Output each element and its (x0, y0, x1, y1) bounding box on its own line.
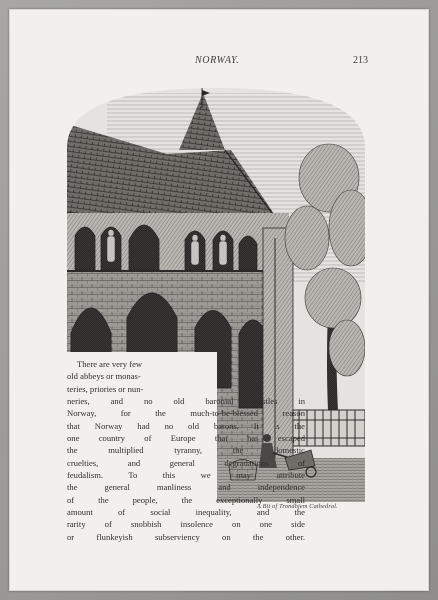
text-line: that Norway had no old barons. It is the (67, 420, 305, 431)
text-line: the multiplied tyranny, the domestic (67, 445, 305, 456)
body-text (67, 358, 305, 543)
illustration-caption: A Bit of Trondhjem Cathedral. (257, 503, 338, 510)
text-line: the general manliness and independence (67, 482, 305, 493)
text-line: one country of Europe that has escaped (67, 433, 305, 444)
text-line: There are very few (77, 359, 143, 369)
text-line: amount of social inequality, and the (67, 507, 305, 518)
page-number: 213 (353, 55, 368, 66)
text-line: of the people, the exceptionally small (67, 494, 305, 505)
running-head: NORWAY. (195, 55, 240, 66)
text-line: Norway, for the much-to-be-blessed reason (67, 408, 305, 419)
text-line: rarity of snobbish insolence on one side (67, 519, 305, 530)
text-line: teries, priories or nun- (67, 383, 144, 394)
text-line: or flunkeyish subserviency on the other. (67, 531, 305, 542)
book-page (9, 9, 429, 591)
text-line: neries, and no old baronial castles in (67, 396, 305, 407)
text-line: feudalism. To this we may attribute (67, 470, 305, 481)
text-line: cruelties, and general degradations of (67, 457, 305, 468)
text-line: old abbeys or monas- (67, 371, 141, 382)
